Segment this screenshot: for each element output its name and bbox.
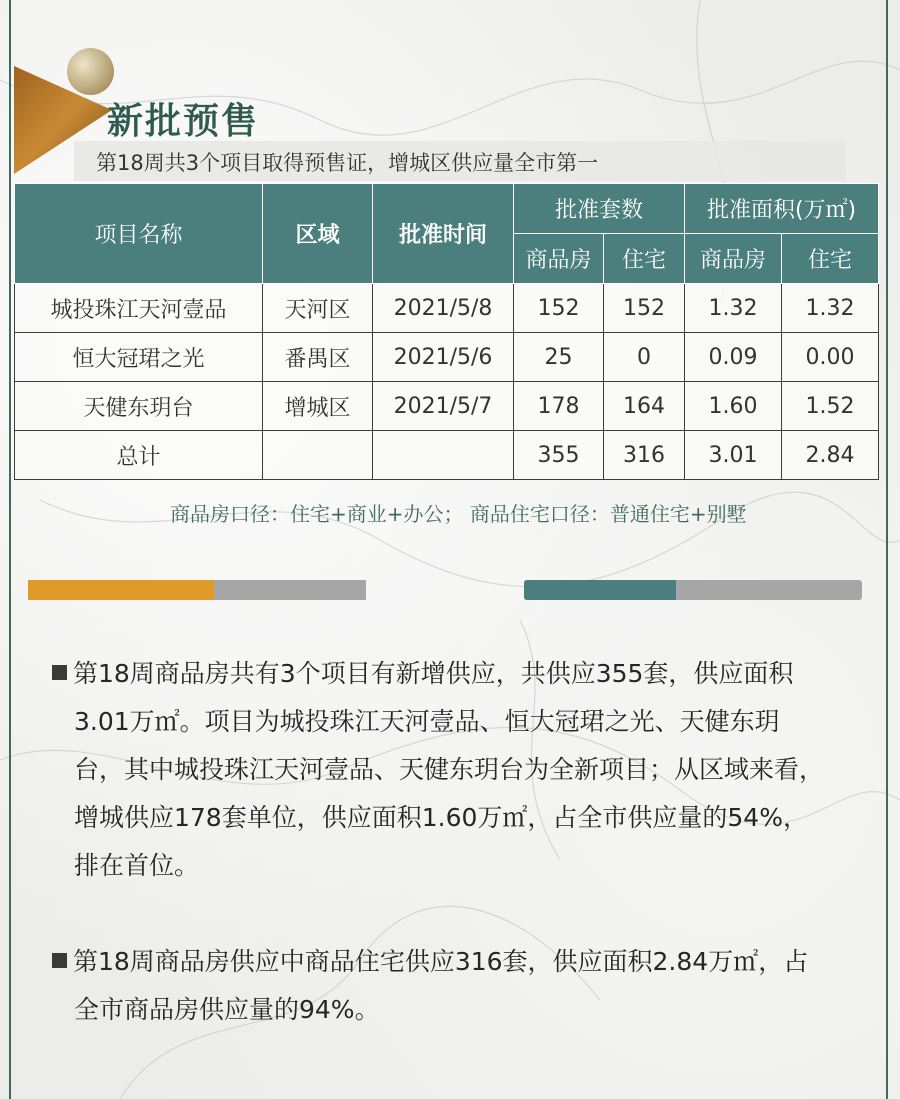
header-units-residential: 住宅: [604, 234, 685, 284]
cell-units-commercial: 152: [514, 284, 604, 333]
cell-area-commercial: 0.09: [685, 333, 782, 382]
header-units-commercial: 商品房: [514, 234, 604, 284]
table-row: [15, 382, 879, 431]
header-area-group: 批准面积(万㎡): [685, 184, 879, 234]
cell-area-residential: 2.84: [782, 431, 879, 480]
subtitle-bar: [74, 141, 846, 181]
cell-units-commercial: 178: [514, 382, 604, 431]
decorative-bar-green: [524, 580, 862, 600]
cell-units-residential: 316: [604, 431, 685, 480]
table-row: [15, 333, 879, 382]
section-header: [14, 48, 854, 188]
decorative-bar-orange: [28, 580, 366, 600]
cell-date: 2021/5/7: [373, 382, 514, 431]
section-title: 新批预售: [107, 101, 260, 142]
gold-circle-icon: [67, 48, 114, 95]
cell-area-commercial: 1.32: [685, 284, 782, 333]
cell-project: 城投珠江天河壹品: [15, 284, 263, 333]
square-bullet-icon: [52, 665, 67, 680]
cell-area-commercial: 3.01: [685, 431, 782, 480]
header-area-commercial: 商品房: [685, 234, 782, 284]
right-frame-line: [886, 0, 888, 1099]
cell-units-commercial: 25: [514, 333, 604, 382]
cell-area-residential: 0.00: [782, 333, 879, 382]
cell-date: 2021/5/6: [373, 333, 514, 382]
header-date: 批准时间: [373, 184, 514, 284]
cell-date: 2021/5/8: [373, 284, 514, 333]
cell-units-residential: 152: [604, 284, 685, 333]
cell-district: 番禺区: [263, 333, 373, 382]
cell-district: 天河区: [263, 284, 373, 333]
square-bullet-icon: [52, 953, 67, 968]
cell-project: 恒大冠珺之光: [15, 333, 263, 382]
cell-units-residential: 164: [604, 382, 685, 431]
paragraph-residential-supply: 第18周商品房供应中商品住宅供应316套，供应面积2.84万㎡，占 全市商品房供应量的94%。: [52, 938, 867, 1034]
presale-table: [14, 183, 879, 480]
cell-units-commercial: 355: [514, 431, 604, 480]
cell-area-commercial: 1.60: [685, 382, 782, 431]
definition-note: 商品房口径：住宅+商业+办公； 商品住宅口径：普通住宅+别墅: [170, 502, 747, 526]
header-district: 区域: [263, 184, 373, 284]
cell-district: 增城区: [263, 382, 373, 431]
cell-project: 天健东玥台: [15, 382, 263, 431]
cell-total-label: 总计: [15, 431, 263, 480]
subtitle-text: 第18周共3个项目取得预售证，增城区供应量全市第一: [96, 151, 599, 175]
header-area-residential: 住宅: [782, 234, 879, 284]
cell-area-residential: 1.32: [782, 284, 879, 333]
cell-district: [263, 431, 373, 480]
table-row: [15, 284, 879, 333]
left-frame-line: [9, 0, 11, 1099]
cell-units-residential: 0: [604, 333, 685, 382]
cell-date: [373, 431, 514, 480]
cell-area-residential: 1.52: [782, 382, 879, 431]
header-units-group: 批准套数: [514, 184, 685, 234]
table-total-row: [15, 431, 879, 480]
paragraph-supply-summary: 第18周商品房共有3个项目有新增供应，共供应355套，供应面积 3.01万㎡。项目为城投珠江天河壹品、恒大冠珺之光、天健东玥 台，其中城投珠江天河壹品、天健东玥台为全新项目；从区域来看， 增城供应178套单位，供应面积1.60万㎡，占全市供应量的54%， 排在首位。: [52, 650, 867, 890]
header-project: 项目名称: [15, 184, 263, 284]
